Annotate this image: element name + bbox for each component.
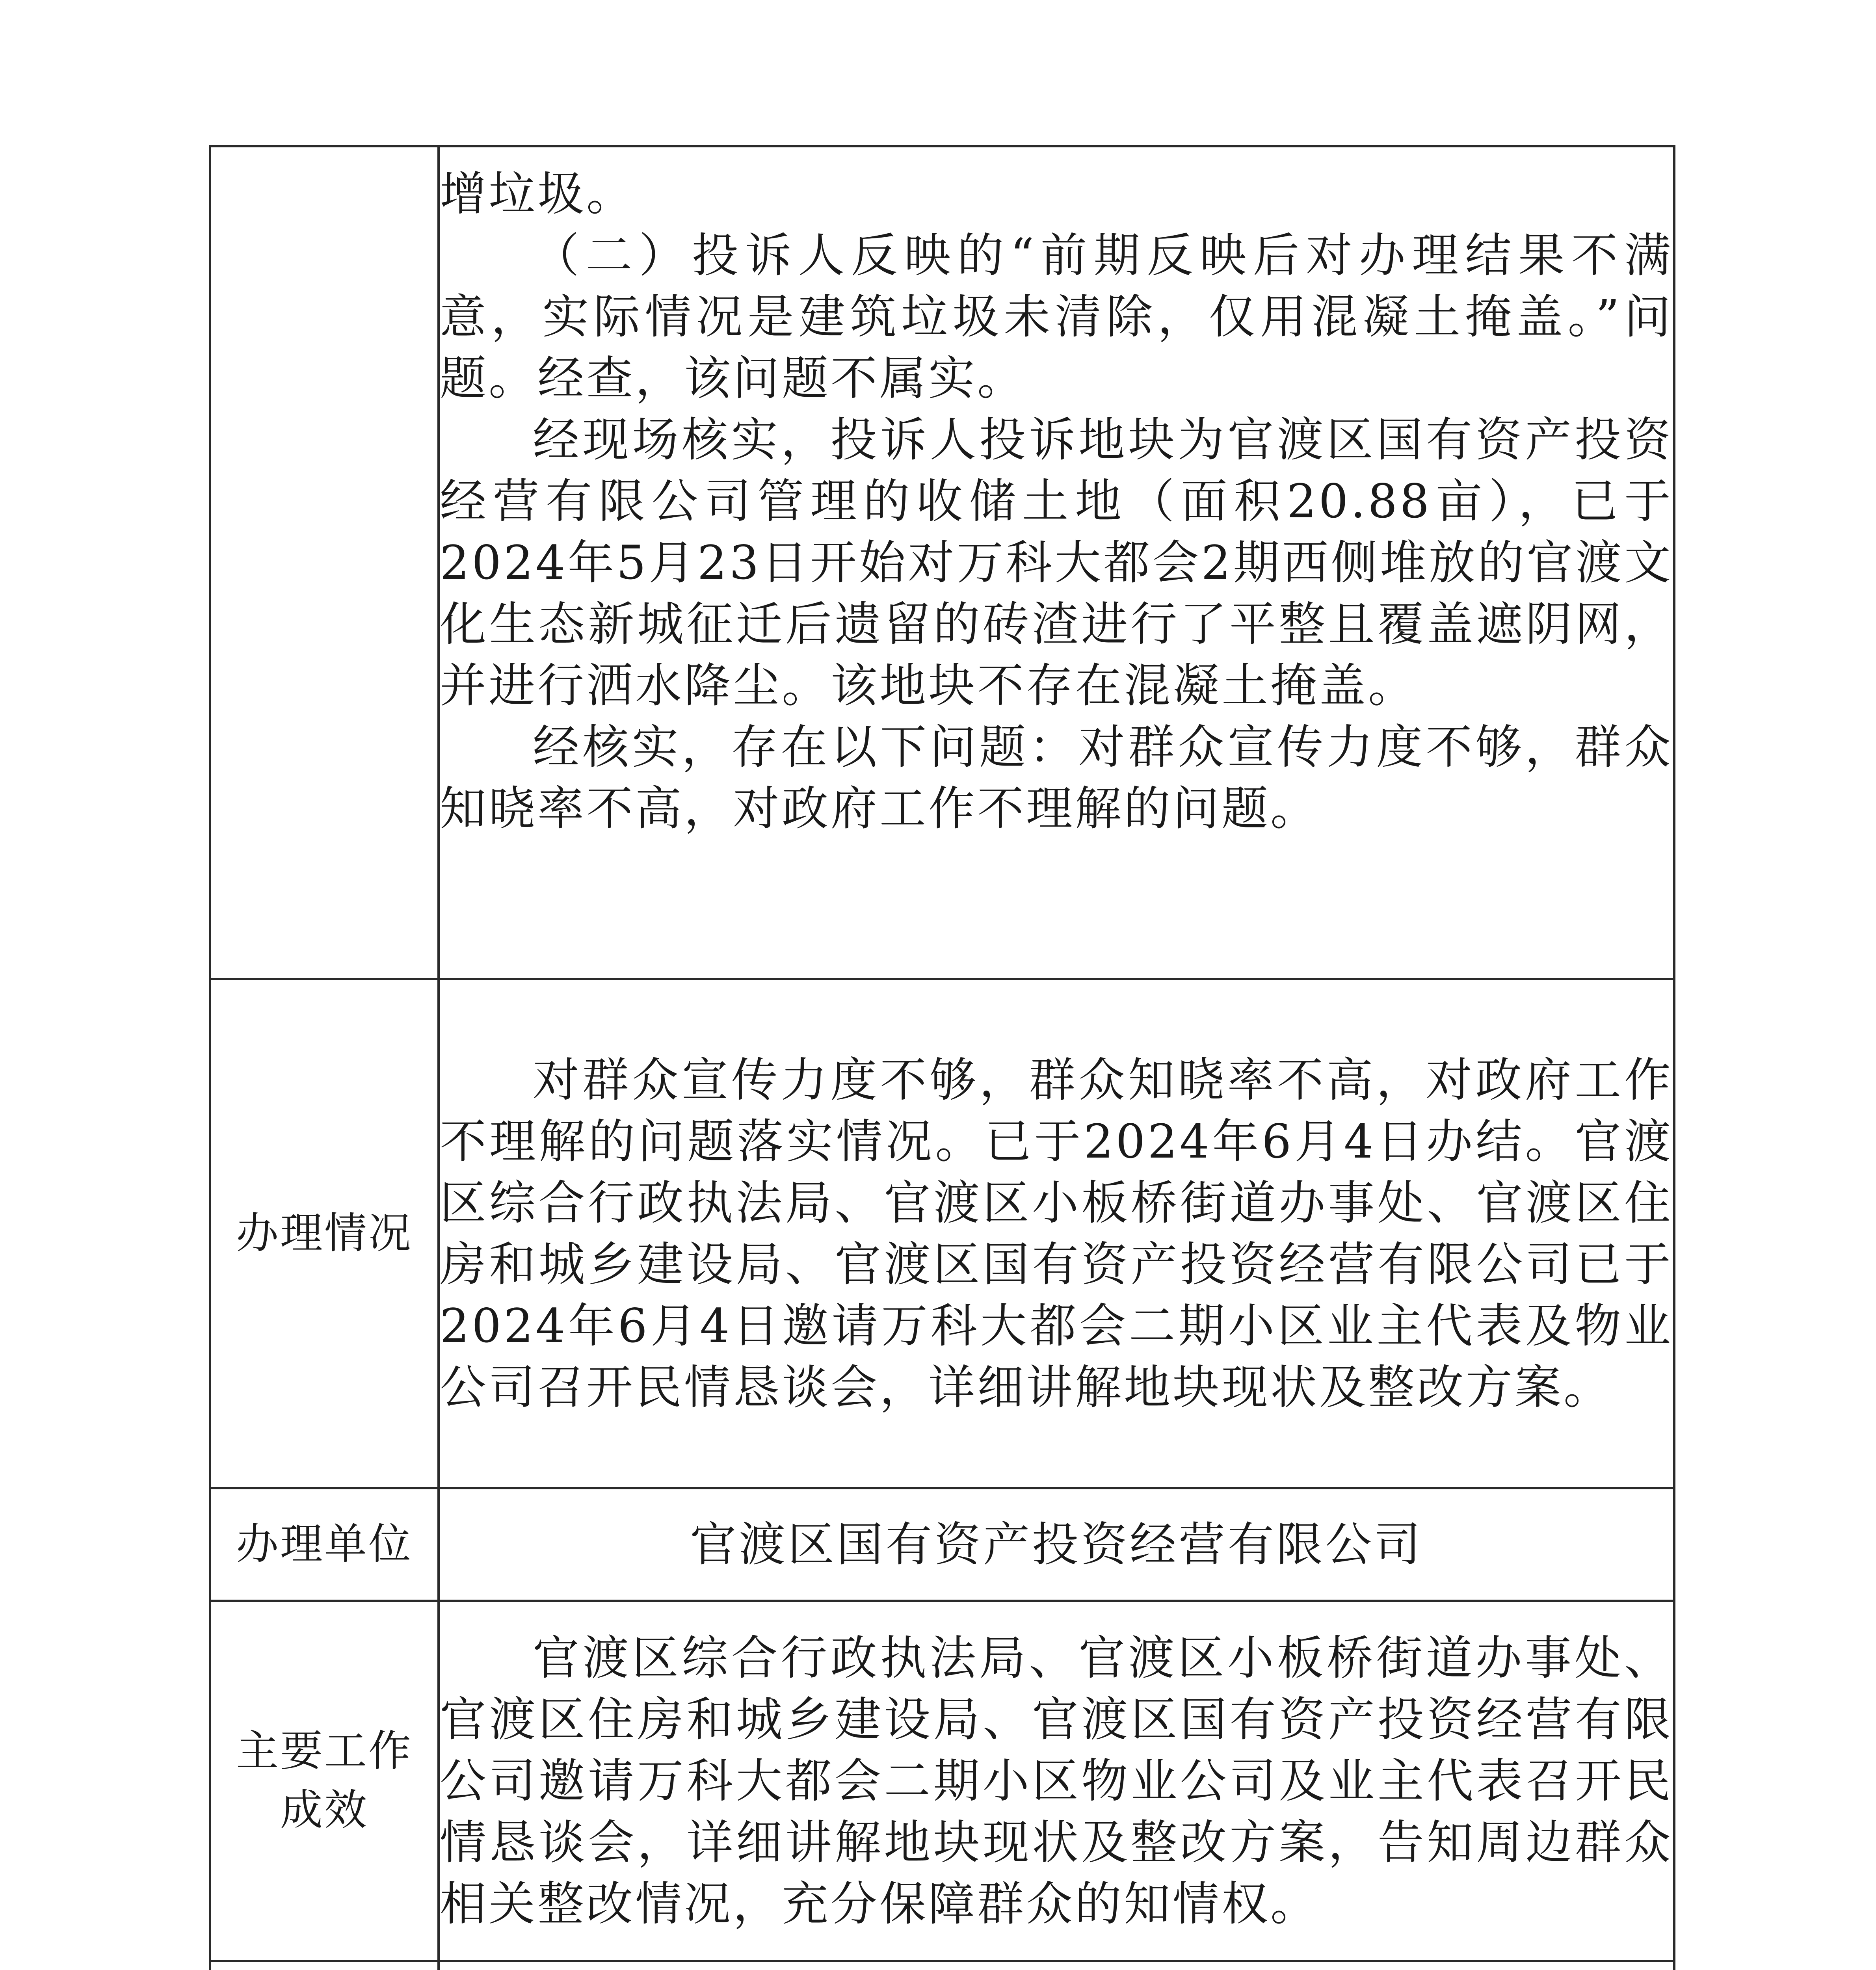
continuation-paragraph-4: 经核实，存在以下问题：对群众宣传力度不够，群众知晓率不高，对政府工作不理解的问题。 bbox=[440, 720, 1673, 836]
handling-text: 对群众宣传力度不够，群众知晓率不高，对政府工作不理解的问题落实情况。已于2024年6月4日办结。官渡区综合行政执法局、官渡区小板桥街道办事处、官渡区住房和城乡建设局、官渡区国有资产投资经营有限公司已于2024年6月4日邀请万科大都会二期小区业主代表及物业公司召开民情恳谈会，详细讲解地块现状及整改方案。 bbox=[440, 1053, 1673, 1414]
handling-label: 办理情况 bbox=[210, 979, 439, 1488]
table-row-continuation bbox=[210, 146, 1674, 979]
continuation-content-cell bbox=[439, 146, 1674, 979]
continuation-label-cell bbox=[210, 146, 439, 979]
table-row-unit bbox=[210, 1488, 1674, 1601]
effect-label-cell bbox=[210, 1601, 439, 1961]
table-row-handling bbox=[210, 979, 1674, 1488]
notice-label bbox=[210, 1961, 439, 1970]
notice-content-cell bbox=[439, 1961, 1674, 1970]
handling-content-cell bbox=[439, 979, 1674, 1488]
unit-label: 办理单位 bbox=[210, 1488, 439, 1601]
unit-text: 官渡区国有资产投资经营有限公司 bbox=[690, 1517, 1423, 1572]
continuation-paragraph-1: 增垃圾。 bbox=[440, 167, 636, 221]
effect-content-cell bbox=[439, 1601, 1674, 1961]
effect-label-line-1: 主要工作 bbox=[236, 1727, 413, 1776]
unit-content-cell bbox=[439, 1488, 1674, 1601]
table-row-notice bbox=[210, 1961, 1674, 1970]
effect-label-line-2: 成效 bbox=[280, 1786, 368, 1835]
effect-text: 官渡区综合行政执法局、官渡区小板桥街道办事处、官渡区住房和城乡建设局、官渡区国有资产投资经营有限公司邀请万科大都会二期小区物业公司及业主代表召开民情恳谈会，详细讲解地块现状及整改方案，告知周边群众相关整改情况，充分保障群众的知情权。 bbox=[440, 1631, 1673, 1931]
table-row-effect bbox=[210, 1601, 1674, 1961]
continuation-paragraph-3: 经现场核实，投诉人投诉地块为官渡区国有资产投资经营有限公司管理的收储土地（面积20.88亩），已于2024年5月23日开始对万科大都会2期西侧堆放的官渡文化生态新城征迁后遗留的砖渣进行了平整且覆盖遮阴网，并进行洒水降尘。该地块不存在混凝土掩盖。 bbox=[440, 413, 1673, 713]
continuation-paragraph-2: （二）投诉人反映的“前期反映后对办理结果不满意，实际情况是建筑垃圾未清除，仅用混凝土掩盖。”问题。经查，该问题不属实。 bbox=[440, 228, 1673, 405]
complaint-handling-table bbox=[209, 145, 1675, 1970]
